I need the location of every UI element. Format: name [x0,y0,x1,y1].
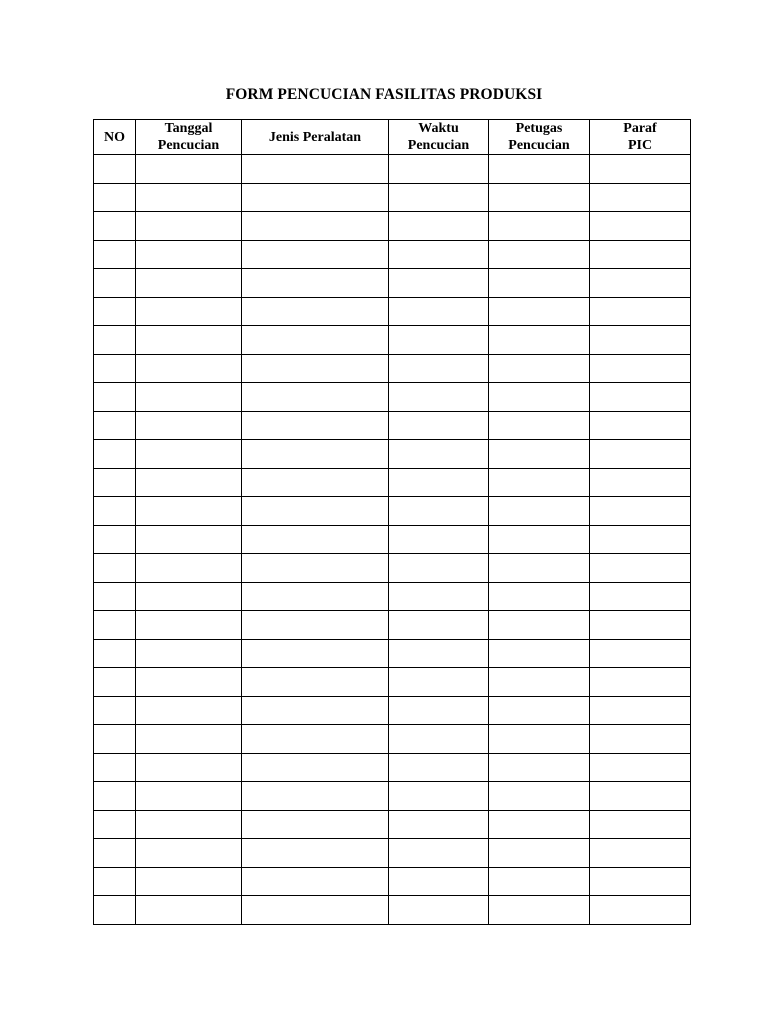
table-cell[interactable] [94,269,136,298]
table-cell[interactable] [389,326,489,355]
table-cell[interactable] [94,782,136,811]
table-cell[interactable] [94,383,136,412]
table-cell[interactable] [94,639,136,668]
table-cell[interactable] [489,611,590,640]
table-cell[interactable] [489,668,590,697]
table-cell[interactable] [489,782,590,811]
table-cell[interactable] [389,411,489,440]
table-cell[interactable] [94,440,136,469]
table-cell[interactable] [590,810,691,839]
table-cell[interactable] [590,639,691,668]
table-row [94,753,691,782]
table-cell[interactable] [136,782,242,811]
table-row [94,896,691,925]
table-cell[interactable] [389,782,489,811]
table-cell[interactable] [136,183,242,212]
table-cell[interactable] [489,297,590,326]
table-cell[interactable] [389,354,489,383]
table-cell[interactable] [136,725,242,754]
column-header-petugas-pencucian [489,120,590,155]
table-cell[interactable] [136,554,242,583]
column-header-label: PIC [627,138,653,153]
table-cell[interactable] [489,326,590,355]
table-cell[interactable] [136,753,242,782]
table-row [94,497,691,526]
column-header-label: Pencucian [407,138,470,153]
table-cell[interactable] [94,896,136,925]
table-cell[interactable] [489,383,590,412]
table-cell[interactable] [136,212,242,241]
table-cell[interactable] [590,696,691,725]
table-cell[interactable] [489,183,590,212]
table-cell[interactable] [242,183,389,212]
table-cell[interactable] [489,354,590,383]
table-row [94,611,691,640]
table-cell[interactable] [242,582,389,611]
table-cell[interactable] [242,867,389,896]
table-row [94,696,691,725]
table-cell[interactable] [242,611,389,640]
table-cell[interactable] [242,297,389,326]
table-cell[interactable] [389,297,489,326]
table-cell[interactable] [242,554,389,583]
table-cell[interactable] [389,269,489,298]
table-cell[interactable] [94,326,136,355]
table-row [94,269,691,298]
table-cell[interactable] [590,896,691,925]
table-row [94,155,691,184]
table-cell[interactable] [136,611,242,640]
table-row [94,383,691,412]
table-cell[interactable] [242,440,389,469]
table-cell[interactable] [136,240,242,269]
table-cell[interactable] [489,525,590,554]
table-header-row [94,120,691,155]
column-header-label: Pencucian [508,138,570,153]
table-cell[interactable] [389,440,489,469]
table-cell[interactable] [590,753,691,782]
table-cell[interactable] [94,839,136,868]
table-cell[interactable] [489,468,590,497]
table-cell[interactable] [94,810,136,839]
table-cell[interactable] [590,440,691,469]
table-row [94,582,691,611]
table-cell[interactable] [242,639,389,668]
table-cell[interactable] [242,782,389,811]
table-cell[interactable] [136,639,242,668]
table-row [94,867,691,896]
table-cell[interactable] [136,525,242,554]
table-cell[interactable] [242,668,389,697]
column-header-label: NO [104,129,125,145]
page-title: FORM PENCUCIAN FASILITAS PRODUKSI [225,86,543,103]
table-cell[interactable] [590,867,691,896]
table-row [94,297,691,326]
table-cell[interactable] [94,354,136,383]
column-header-tanggal-pencucian [136,120,242,155]
table-row [94,525,691,554]
table-cell[interactable] [242,725,389,754]
table-cell[interactable] [489,725,590,754]
table-cell[interactable] [489,696,590,725]
table-cell[interactable] [590,297,691,326]
table-cell[interactable] [590,668,691,697]
table-cell[interactable] [242,810,389,839]
table-cell[interactable] [489,554,590,583]
table-cell[interactable] [242,525,389,554]
column-header-label: Paraf [623,121,657,136]
table-cell[interactable] [242,468,389,497]
table-cell[interactable] [489,269,590,298]
table-cell[interactable] [389,183,489,212]
table-cell[interactable] [389,639,489,668]
table-cell[interactable] [136,810,242,839]
table-cell[interactable] [242,155,389,184]
table-cell[interactable] [590,212,691,241]
table-row [94,468,691,497]
table-cell[interactable] [136,326,242,355]
table-cell[interactable] [489,212,590,241]
table-cell[interactable] [590,725,691,754]
table-row [94,554,691,583]
column-header-label: Waktu [418,121,459,136]
table-cell[interactable] [242,696,389,725]
table-cell[interactable] [389,582,489,611]
table-cell[interactable] [389,212,489,241]
table-cell[interactable] [489,639,590,668]
table-cell[interactable] [94,240,136,269]
table-cell[interactable] [94,753,136,782]
table-row [94,839,691,868]
table-cell[interactable] [590,269,691,298]
table-cell[interactable] [136,411,242,440]
table-cell[interactable] [94,725,136,754]
table-body [94,155,691,925]
table-cell[interactable] [590,155,691,184]
table-cell[interactable] [136,696,242,725]
table-cell[interactable] [590,411,691,440]
table-cell[interactable] [242,411,389,440]
table-cell[interactable] [94,411,136,440]
table-cell[interactable] [389,468,489,497]
table-cell[interactable] [242,497,389,526]
table-row [94,725,691,754]
table-cell[interactable] [489,582,590,611]
table-cell[interactable] [590,326,691,355]
table-row [94,668,691,697]
table-cell[interactable] [136,354,242,383]
table-row [94,639,691,668]
table-cell[interactable] [389,896,489,925]
column-header-label: Tanggal [164,121,213,136]
table-cell[interactable] [489,440,590,469]
table-cell[interactable] [590,354,691,383]
table-cell[interactable] [136,867,242,896]
table-cell[interactable] [94,582,136,611]
table-cell[interactable] [389,155,489,184]
table-cell[interactable] [389,810,489,839]
cleaning-log-table [93,119,691,925]
column-header-paraf-pic [590,120,691,155]
column-header-label: Pencucian [157,138,220,153]
table-cell[interactable] [389,497,489,526]
table-row [94,440,691,469]
table-cell[interactable] [389,696,489,725]
table-cell[interactable] [242,383,389,412]
table-cell[interactable] [242,354,389,383]
table-cell[interactable] [590,582,691,611]
table-cell[interactable] [389,668,489,697]
table-row [94,240,691,269]
column-header-waktu-pencucian [389,120,489,155]
table-cell[interactable] [389,725,489,754]
table-cell[interactable] [242,896,389,925]
table-cell[interactable] [136,269,242,298]
table-cell[interactable] [489,753,590,782]
table-cell[interactable] [489,896,590,925]
table-cell[interactable] [94,554,136,583]
table-cell[interactable] [489,155,590,184]
table-cell[interactable] [389,525,489,554]
table-cell[interactable] [242,212,389,241]
table-cell[interactable] [136,297,242,326]
table-cell[interactable] [590,468,691,497]
table-cell[interactable] [94,297,136,326]
table-row [94,183,691,212]
table-cell[interactable] [94,497,136,526]
table-cell[interactable] [389,383,489,412]
table-cell[interactable] [94,867,136,896]
table-cell[interactable] [590,240,691,269]
table-cell[interactable] [389,611,489,640]
table-cell[interactable] [590,554,691,583]
table-cell[interactable] [489,867,590,896]
table-cell[interactable] [94,668,136,697]
table-cell[interactable] [94,525,136,554]
table-cell[interactable] [590,183,691,212]
table-cell[interactable] [590,782,691,811]
table-cell[interactable] [242,753,389,782]
table-cell[interactable] [389,240,489,269]
table-cell[interactable] [94,183,136,212]
table-cell[interactable] [136,468,242,497]
table-cell[interactable] [242,240,389,269]
column-header-no [94,120,136,155]
table-cell[interactable] [489,810,590,839]
table-cell[interactable] [590,383,691,412]
table-row [94,354,691,383]
table-cell[interactable] [136,839,242,868]
table-cell[interactable] [136,383,242,412]
table-row [94,212,691,241]
table-cell[interactable] [94,155,136,184]
table-row [94,326,691,355]
table-cell[interactable] [489,240,590,269]
table-row [94,782,691,811]
column-header-jenis-peralatan [242,120,389,155]
table-cell[interactable] [136,497,242,526]
table-cell[interactable] [136,668,242,697]
table-cell[interactable] [489,497,590,526]
table-cell[interactable] [389,753,489,782]
table-cell[interactable] [94,212,136,241]
table-row [94,411,691,440]
table-cell[interactable] [389,839,489,868]
table-cell[interactable] [489,411,590,440]
table-cell[interactable] [136,440,242,469]
table-cell[interactable] [489,839,590,868]
table-cell[interactable] [242,269,389,298]
column-header-label: Petugas [515,121,563,136]
table-row [94,810,691,839]
column-header-label: Jenis Peralatan [268,129,362,145]
table-cell[interactable] [94,696,136,725]
table-cell[interactable] [136,582,242,611]
table-cell[interactable] [242,326,389,355]
table-cell[interactable] [94,611,136,640]
table-cell[interactable] [590,611,691,640]
table-cell[interactable] [389,554,489,583]
table-cell[interactable] [590,525,691,554]
table-cell[interactable] [136,896,242,925]
table-cell[interactable] [590,839,691,868]
table-cell[interactable] [242,839,389,868]
table-cell[interactable] [94,468,136,497]
table-cell[interactable] [136,155,242,184]
table-cell[interactable] [590,497,691,526]
table-cell[interactable] [389,867,489,896]
